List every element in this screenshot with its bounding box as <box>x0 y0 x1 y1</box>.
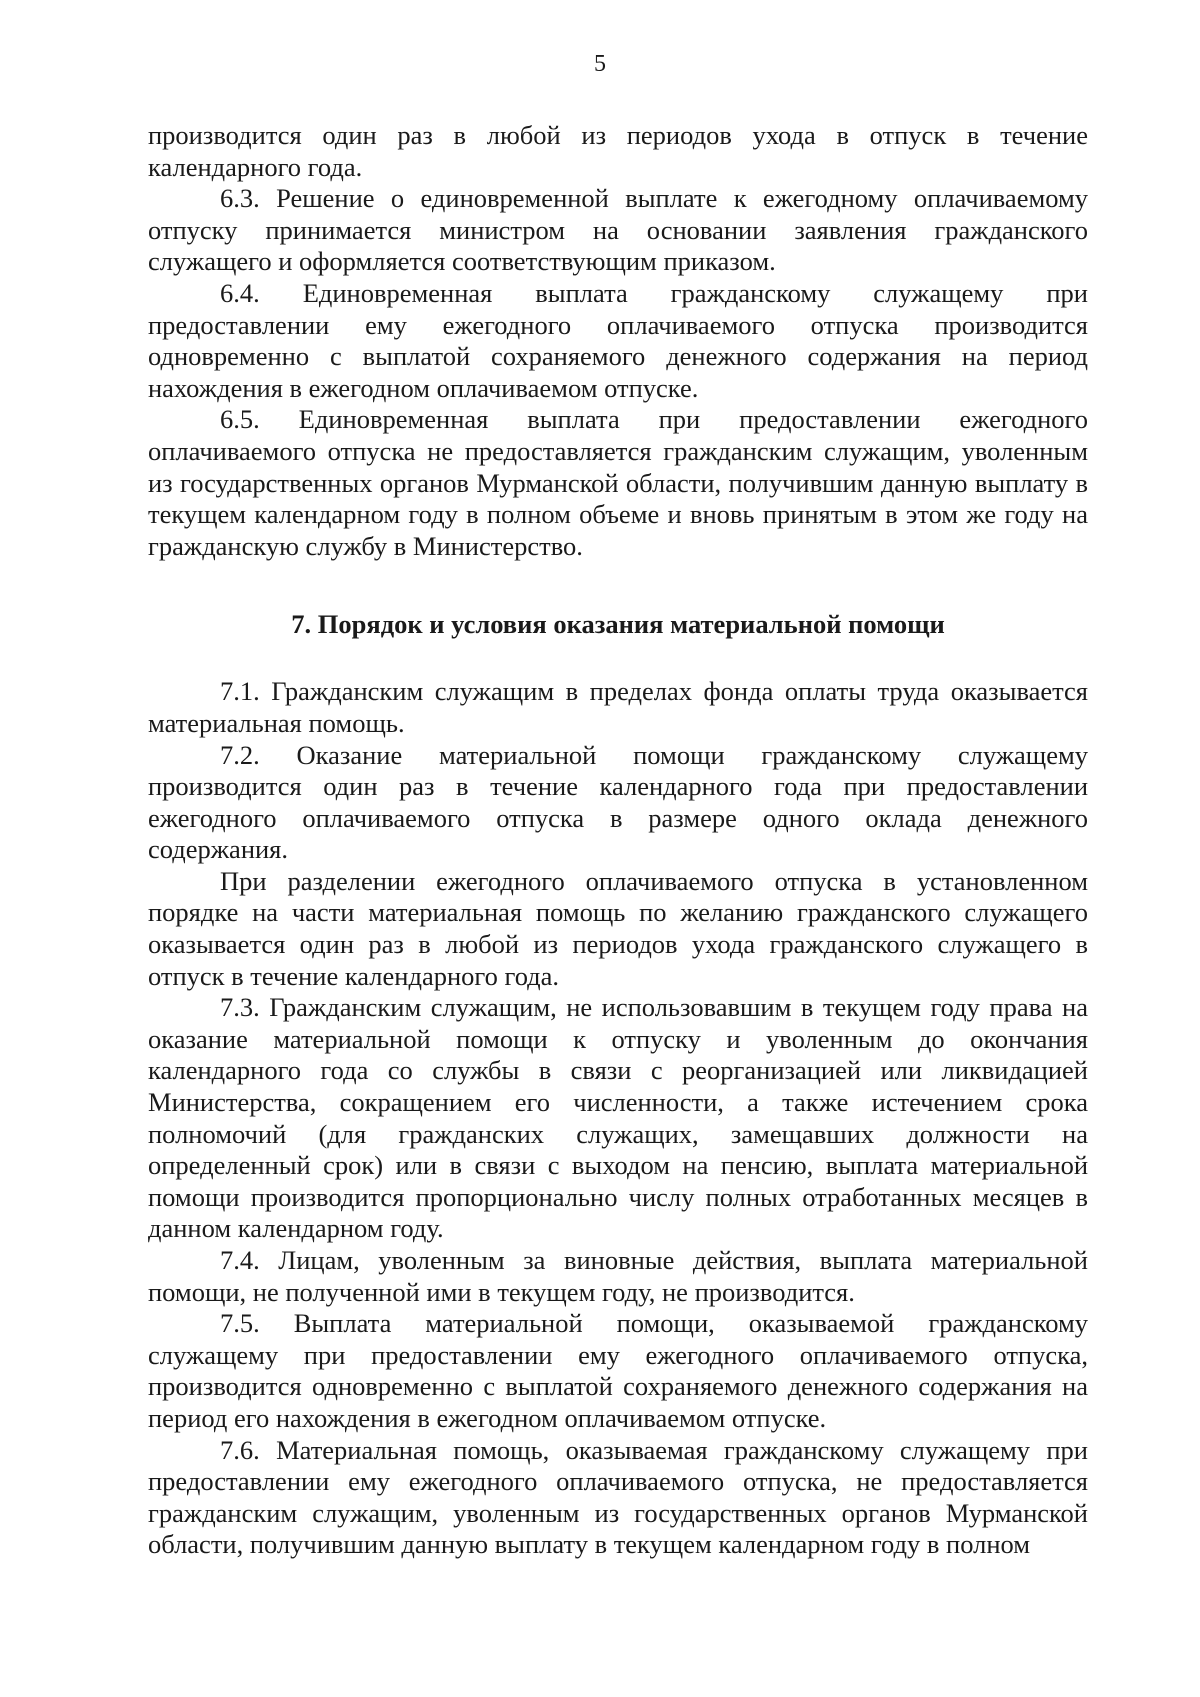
page-number: 5 <box>594 51 606 77</box>
paragraph-6-4: 6.4. Единовременная выплата гражданскому служащему при предоставлении ему ежегодного оплачиваемого отпуска производится одновременно с выплатой сохраняемого денежного содержания на период нахождения в ежегодном оплачиваемом отпуске. <box>148 277 1088 403</box>
paragraph-7-5: 7.5. Выплата материальной помощи, оказываемой гражданскому служащему при предоставлении ему ежегодного оплачиваемого отпуска, производится одновременно с выплатой сохраняемого денежного содержания на период его нахождения в ежегодном оплачиваемом отпуске. <box>148 1308 1088 1433</box>
paragraph-7-2-division: При разделении ежегодного оплачиваемого отпуска в установленном порядке на части материальная помощь по желанию гражданского служащего оказывается один раз в любой из периодов ухода гражданского служащего в отпуск в течение календарного года. <box>148 865 1088 991</box>
paragraph-6-2-continuation: производится один раз в любой из периодов ухода в отпуск в течение календарного года. <box>148 120 1088 182</box>
paragraph-6-3: 6.3. Решение о единовременной выплате к ежегодному оплачиваемому отпуску принимается министром на основании заявления гражданского служащего и оформляется соответствующим приказом. <box>148 183 1088 277</box>
paragraph-7-2: 7.2. Оказание материальной помощи гражданскому служащему производится один раз в течение календарного года при предоставлении ежегодного оплачиваемого отпуска в размере одного оклада денежного содержания. <box>148 739 1088 865</box>
paragraph-6-5: 6.5. Единовременная выплата при предоставлении ежегодного оплачиваемого отпуска не предоставляется гражданским служащим, уволенным из государственных органов Мурманской области, получившим данную выплату в текущем календарном году в полном объеме и вновь принятым в этом же году на гражданскую службу в Министерство. <box>148 404 1088 561</box>
paragraph-7-6: 7.6. Материальная помощь, оказываемая гражданскому служащему при предоставлении ему ежегодного оплачиваемого отпуска, не предоставляется гражданским служащим, уволенным из государственных органов Мурманской области, получившим данную выплату в текущем календарном году в полном <box>148 1434 1088 1560</box>
paragraph-7-3: 7.3. Гражданским служащим, не использовавшим в текущем году права на оказание материальной помощи к отпуску и уволенным до окончания календарного года со службы в связи с реорганизацией или ликвидацией Министерства, сокращением его численности, а также истечением срока полномочий (для гражданских служащих, замещавших должности на определенный срок) или в связи с выходом на пенсию, выплата материальной помощи производится пропорционально числу полных отработанных месяцев в данном календарном году. <box>148 992 1088 1244</box>
section-7-heading: 7. Порядок и условия оказания материальной помощи <box>291 609 945 640</box>
document-body <box>148 120 1088 1561</box>
paragraph-7-1: 7.1. Гражданским служащим в пределах фонда оплаты труда оказывается материальная помощь. <box>148 676 1088 738</box>
paragraph-7-4: 7.4. Лицам, уволенным за виновные действия, выплата материальной помощи, не полученной ими в текущем году, не производится. <box>148 1245 1088 1307</box>
